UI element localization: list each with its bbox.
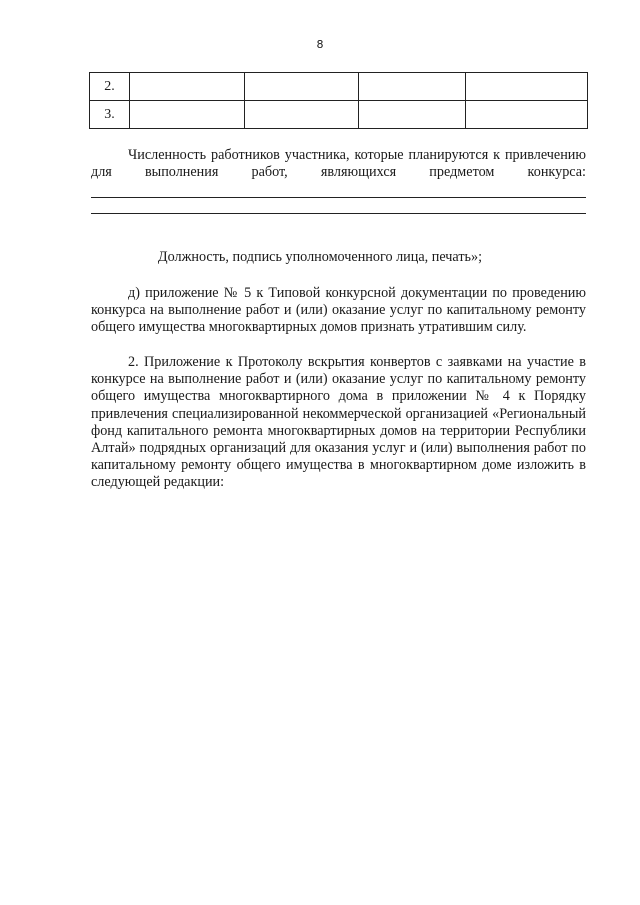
table-cell <box>130 101 245 129</box>
table-cell <box>130 73 245 101</box>
paragraph-d: д) приложение № 5 к Типовой конкурсной документации по проведению конкурса на выполнение работ и (или) оказание услуг по капитальному ремонту общего имущества многоквартирных домов признать утратившим силу. <box>91 285 586 336</box>
row-number: 2. <box>90 73 130 101</box>
table-cell <box>359 73 466 101</box>
table-cell <box>466 73 588 101</box>
table-cell <box>359 101 466 129</box>
table-row <box>90 101 588 129</box>
signature-caption: Должность, подпись уполномоченного лица, печать»; <box>157 249 483 265</box>
table-row <box>90 73 588 101</box>
fill-in-line <box>91 213 586 214</box>
paragraph-2: 2. Приложение к Протоколу вскрытия конвертов с заявками на участие в конкурсе на выполнение работ и (или) оказание услуг по капитальному ремонту общего имущества многоквартирного дома в приложении № 4 к Порядку привлечения специализированной некоммерческой организацией «Региональный фонд капитального ремонта многоквартирных домов на территории Республики Алтай» подрядных организаций для оказания услуг и (или) выполнения работ по капитальному ремонту общего имущества в многоквартирном доме изложить в следующей редакции: <box>91 354 586 491</box>
workers-paragraph: Численность работников участника, которые планируются к привлечению для выполнения работ, являющихся предметом конкурса: <box>91 147 586 181</box>
row-number: 3. <box>90 101 130 129</box>
table-cell <box>466 101 588 129</box>
page-number: 8 <box>316 38 324 51</box>
table-cell <box>245 73 359 101</box>
table-cell <box>245 101 359 129</box>
fill-in-line <box>91 197 586 198</box>
participants-table <box>89 72 588 129</box>
